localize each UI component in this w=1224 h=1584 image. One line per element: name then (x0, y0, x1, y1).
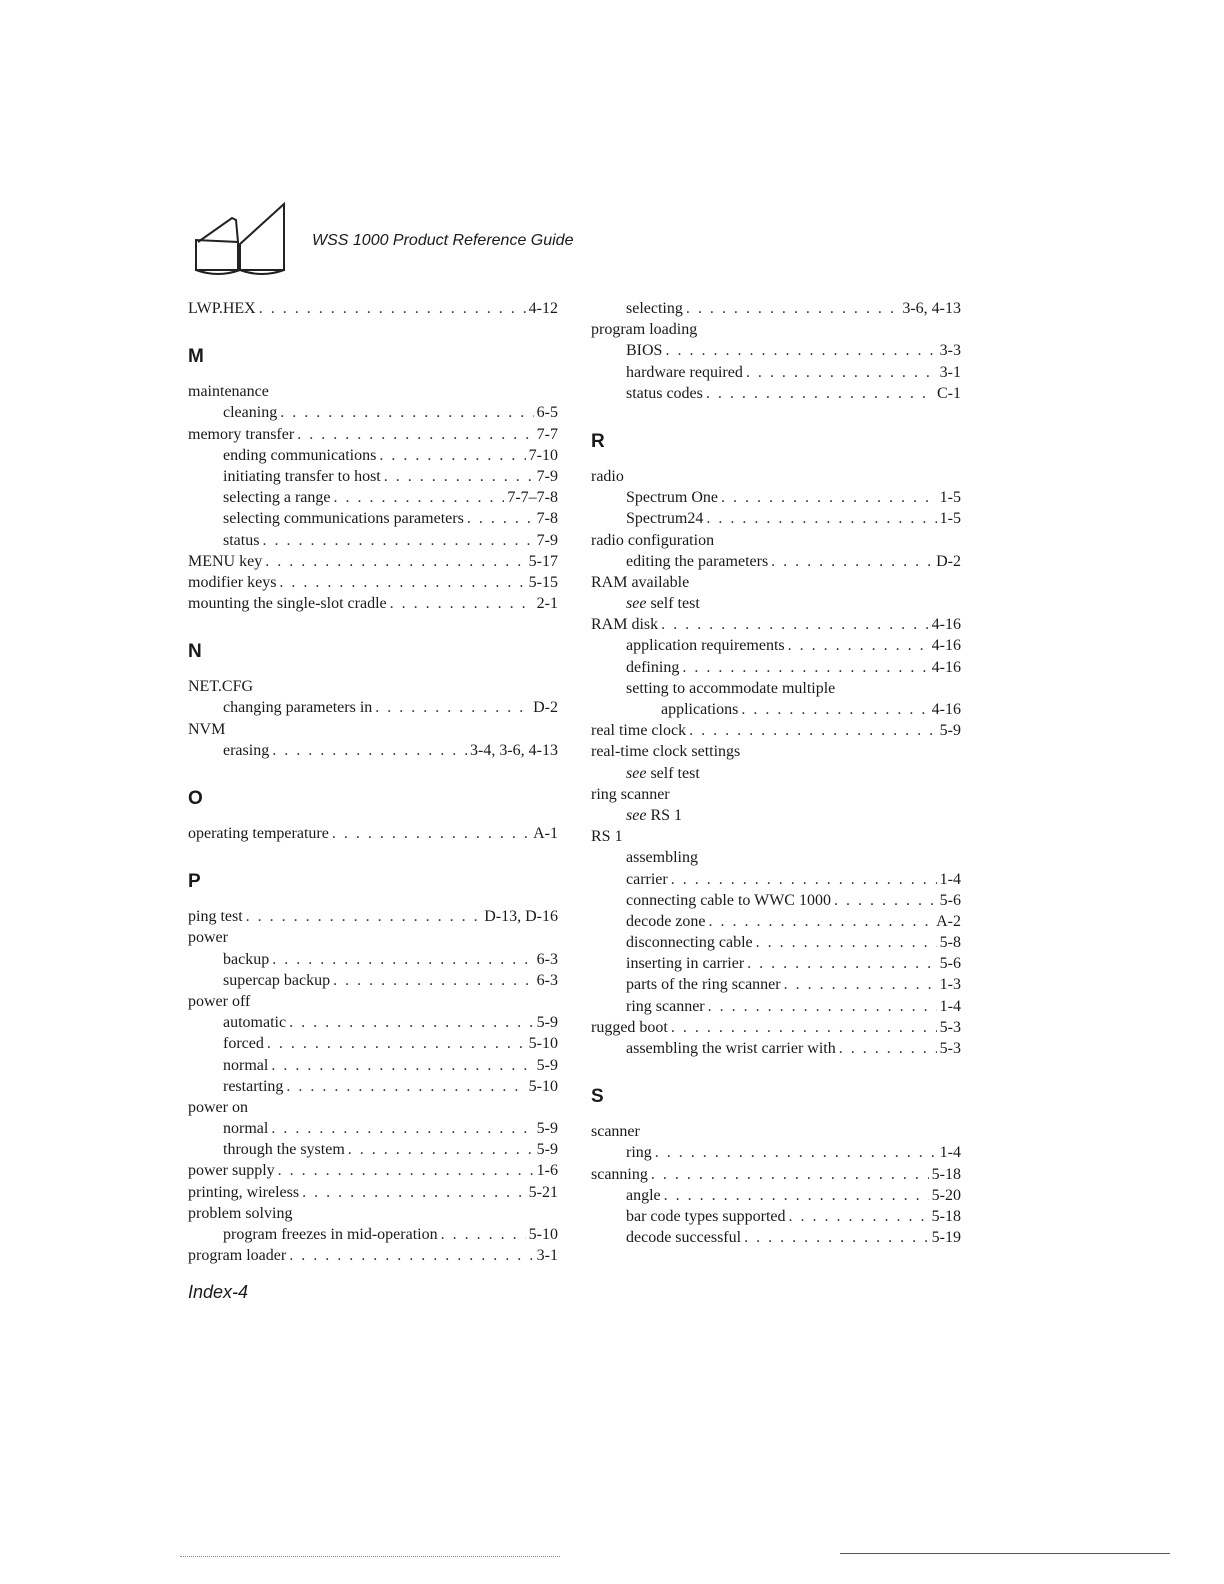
entry-page: 1-6 (536, 1162, 558, 1180)
index-entry (188, 1012, 558, 1033)
entry-page: D-13, D-16 (484, 908, 558, 926)
leader-dots (665, 340, 936, 361)
index-heading: power off (188, 992, 251, 1010)
leader-dots (279, 572, 525, 593)
index-heading: ring scanner (591, 785, 670, 803)
index-entry (188, 1033, 558, 1054)
index-entry (591, 953, 961, 974)
index-entry (188, 424, 558, 445)
entry-page: 5-3 (939, 1040, 961, 1057)
entry-page: 6-3 (536, 950, 558, 968)
entry-text: cleaning (223, 404, 278, 422)
entry-text: applications (661, 701, 739, 718)
open-book-icon (192, 200, 292, 276)
entry-page: 1-4 (939, 1144, 961, 1162)
entry-text: scanning (591, 1165, 648, 1183)
index-entry (188, 1139, 558, 1160)
entry-page: 1-3 (939, 976, 961, 994)
index-heading: problem solving (188, 1204, 293, 1222)
section-letter: O (188, 788, 203, 809)
leader-dots (271, 1055, 533, 1076)
entry-page: 5-10 (528, 1077, 558, 1095)
index-entry (188, 1182, 558, 1203)
entry-text: defining (626, 658, 680, 676)
leader-dots (741, 699, 928, 720)
index-entry (591, 1185, 961, 1206)
index-entry (591, 932, 961, 953)
index-entry (188, 593, 558, 614)
section-letter: M (188, 346, 204, 368)
entry-text: automatic (223, 1014, 287, 1032)
leader-dots (744, 1227, 929, 1248)
leader-dots (267, 1033, 526, 1054)
leader-dots (289, 1012, 534, 1033)
page-number: Index-4 (188, 1282, 249, 1302)
index-heading: program loading (591, 321, 698, 339)
entry-page: 3-6, 4-13 (902, 300, 961, 317)
index-entry (188, 1118, 558, 1139)
entry-text: Spectrum24 (626, 510, 704, 528)
index-entry (188, 530, 558, 551)
entry-page: 5-10 (528, 1226, 558, 1243)
entry-text: restarting (223, 1077, 284, 1095)
index-column-left (188, 298, 558, 1266)
index-entry (591, 1206, 961, 1227)
leader-dots (706, 383, 934, 404)
index-entry (591, 869, 961, 890)
see-label: see (626, 595, 647, 613)
entry-text: operating temperature (188, 825, 329, 842)
leader-dots (756, 932, 937, 953)
entry-page: 5-9 (536, 1141, 558, 1159)
entry-text: selecting (626, 300, 683, 317)
entry-page: 5-17 (528, 552, 558, 570)
entry-text: normal (223, 1120, 269, 1138)
index-entry (188, 823, 558, 844)
see-reference (591, 763, 961, 784)
index-entry (188, 970, 558, 991)
entry-text: disconnecting cable (626, 934, 753, 952)
entry-page: 4-16 (931, 658, 961, 676)
scan-artifact-line (840, 1553, 1170, 1554)
index-entry (591, 699, 961, 720)
leader-dots (348, 1139, 534, 1160)
leader-dots (834, 890, 937, 911)
entry-text: decode successful (626, 1229, 742, 1247)
index-entry (591, 383, 961, 404)
leader-dots (839, 1038, 937, 1059)
leader-dots (686, 298, 899, 319)
leader-dots (709, 911, 934, 932)
index-entry (188, 949, 558, 970)
leader-dots (784, 974, 937, 995)
index-heading: scanner (591, 1123, 640, 1141)
section-letter: P (188, 871, 201, 893)
index-heading: NVM (188, 720, 226, 738)
index-heading: real-time clock settings (591, 743, 741, 761)
entry-page: 7-10 (528, 446, 558, 464)
entry-text: bar code types supported (626, 1207, 786, 1225)
entry-text: backup (223, 950, 270, 968)
entry-text: modifier keys (188, 573, 277, 591)
entry-page: 4-16 (931, 701, 961, 718)
leader-dots (655, 1142, 937, 1163)
entry-text: selecting communications parameters (223, 510, 464, 528)
index-entry (188, 906, 558, 927)
leader-dots (771, 551, 933, 572)
index-heading: RAM available (591, 573, 690, 591)
see-target: self test (646, 764, 700, 782)
leader-dots (265, 551, 525, 572)
leader-dots (334, 487, 505, 508)
leader-dots (788, 635, 929, 656)
entry-text: ping test (188, 908, 243, 926)
entry-page: 5-21 (528, 1183, 558, 1201)
scan-artifact-line (180, 1556, 560, 1558)
entry-text: supercap backup (223, 971, 331, 989)
see-label: see (626, 806, 647, 824)
entry-text: inserting in carrier (626, 955, 745, 973)
entry-text: rugged boot (591, 1018, 668, 1036)
leader-dots (286, 1076, 525, 1097)
index-entry (188, 1245, 558, 1266)
index-entry (188, 1055, 558, 1076)
entry-page: D-2 (533, 699, 558, 717)
see-label: see (626, 764, 647, 782)
entry-text: program freezes in mid-operation (223, 1226, 438, 1243)
index-entry (591, 1227, 961, 1248)
index-entry (188, 445, 558, 466)
entry-page: 5-9 (939, 722, 961, 740)
entry-text: ring scanner (626, 997, 705, 1015)
index-heading: radio (591, 467, 624, 485)
entry-page: 2-1 (536, 595, 558, 613)
section-letter: N (188, 641, 202, 663)
leader-dots (789, 1206, 929, 1227)
entry-text: memory transfer (188, 425, 295, 443)
leader-dots (272, 949, 533, 970)
index-entry (591, 1038, 961, 1059)
index-entry (591, 298, 961, 319)
leader-dots (333, 970, 534, 991)
entry-text: printing, wireless (188, 1183, 300, 1201)
entry-text: normal (223, 1056, 269, 1074)
entry-text: LWP.HEX (188, 300, 256, 317)
index-heading: setting to accommodate multiple (626, 679, 836, 697)
leader-dots (708, 996, 937, 1017)
index-entry (591, 635, 961, 656)
entry-text: editing the parameters (626, 552, 769, 570)
index-entry (591, 551, 961, 572)
index-entry (188, 298, 558, 319)
entry-text: selecting a range (223, 489, 331, 507)
section-letter: S (591, 1086, 604, 1108)
section-letter: R (591, 430, 605, 452)
entry-page: 5-6 (939, 955, 961, 973)
page-title: WSS 1000 Product Reference Guide (312, 232, 574, 249)
index-entry (591, 614, 961, 635)
entry-page: 5-9 (536, 1120, 558, 1138)
entry-text: Spectrum One (626, 489, 718, 507)
index-entry (591, 911, 961, 932)
index-heading: radio configuration (591, 531, 715, 549)
index-entry (188, 402, 558, 423)
entry-text: hardware required (626, 363, 743, 381)
entry-text: angle (626, 1186, 661, 1204)
see-target: self test (646, 595, 700, 613)
entry-page: 4-16 (931, 616, 961, 634)
index-entry (188, 572, 558, 593)
entry-text: application requirements (626, 637, 785, 655)
index-entry (188, 466, 558, 487)
entry-page: 7-9 (536, 467, 558, 485)
leader-dots (379, 445, 525, 466)
index-heading: assembling (626, 849, 698, 867)
index-entry (591, 362, 961, 383)
entry-page: 4-16 (931, 637, 961, 655)
leader-dots (671, 869, 937, 890)
entry-text: power supply (188, 1162, 275, 1180)
entry-text: RAM disk (591, 616, 659, 634)
entry-text: real time clock (591, 722, 687, 740)
entry-text: through the system (223, 1141, 345, 1159)
index-entry (188, 1160, 558, 1181)
leader-dots (384, 466, 534, 487)
leader-dots (441, 1224, 526, 1245)
index-entry (591, 1017, 961, 1038)
index-heading: power on (188, 1098, 248, 1116)
entry-page: 6-3 (536, 971, 558, 989)
entry-page: 3-1 (536, 1247, 558, 1265)
index-heading: maintenance (188, 383, 269, 401)
index-entry (188, 1076, 558, 1097)
leader-dots (297, 424, 533, 445)
index-entry (591, 996, 961, 1017)
entry-text: ring (626, 1144, 652, 1162)
see-target: RS 1 (646, 806, 683, 824)
entry-text: changing parameters in (223, 699, 373, 717)
entry-page: D-2 (936, 552, 961, 570)
entry-page: 5-9 (536, 1014, 558, 1032)
leader-dots (689, 720, 937, 741)
entry-text: mounting the single-slot cradle (188, 595, 387, 613)
leader-dots (682, 657, 928, 678)
entry-page: 3-3 (939, 342, 961, 360)
leader-dots (721, 487, 937, 508)
index-entry (591, 657, 961, 678)
leader-dots (302, 1182, 526, 1203)
entry-page: 5-10 (528, 1035, 558, 1053)
entry-text: connecting cable to WWC 1000 (626, 891, 831, 909)
index-heading: NET.CFG (188, 678, 254, 696)
entry-page: 5-20 (931, 1186, 961, 1204)
entry-page: 3-1 (939, 363, 961, 381)
index-entry (591, 974, 961, 995)
entry-text: initiating transfer to host (223, 467, 381, 485)
entry-page: 7-7 (536, 425, 558, 443)
entry-page: 7-9 (536, 531, 558, 549)
index-entry (591, 340, 961, 361)
entry-page: 4-12 (528, 300, 558, 317)
index-entry (591, 1164, 961, 1185)
entry-text: carrier (626, 870, 668, 888)
see-reference (591, 805, 961, 826)
entry-page: C-1 (937, 384, 961, 402)
leader-dots (747, 953, 937, 974)
leader-dots (661, 614, 929, 635)
entry-page: 5-3 (939, 1018, 961, 1036)
index-heading: RS 1 (591, 828, 623, 846)
entry-text: status (223, 531, 260, 549)
index-heading: power (188, 929, 228, 947)
entry-text: parts of the ring scanner (626, 976, 781, 994)
entry-text: BIOS (626, 342, 663, 360)
entry-page: 5-8 (939, 934, 961, 952)
entry-text: erasing (223, 741, 270, 759)
entry-text: ending communications (223, 446, 377, 464)
entry-text: status codes (626, 384, 703, 402)
leader-dots (467, 508, 534, 529)
index-column-right (591, 298, 961, 1248)
leader-dots (651, 1164, 929, 1185)
entry-text: assembling the wrist carrier with (626, 1040, 836, 1057)
page-header (192, 200, 792, 280)
leader-dots (246, 906, 482, 927)
index-entry (591, 890, 961, 911)
leader-dots (332, 823, 530, 844)
index-entry (188, 1224, 558, 1245)
leader-dots (289, 1245, 533, 1266)
entry-text: decode zone (626, 912, 706, 930)
entry-text: forced (223, 1035, 264, 1053)
leader-dots (746, 362, 937, 383)
leader-dots (390, 593, 534, 614)
index-entry (188, 551, 558, 572)
leader-dots (259, 298, 526, 319)
entry-page: 5-18 (931, 1207, 961, 1225)
entry-text: MENU key (188, 552, 263, 570)
entry-page: 3-4, 3-6, 4-13 (470, 741, 558, 759)
leader-dots (280, 402, 533, 423)
see-reference (591, 593, 961, 614)
entry-page: 1-5 (939, 510, 961, 528)
leader-dots (272, 740, 467, 761)
index-entry (188, 697, 558, 718)
entry-page: 6-5 (536, 404, 558, 422)
leader-dots (278, 1160, 534, 1181)
entry-page: 5-9 (536, 1056, 558, 1074)
leader-dots (706, 508, 936, 529)
index-entry (188, 508, 558, 529)
entry-page: A-1 (533, 825, 558, 842)
leader-dots (671, 1017, 937, 1038)
entry-page: 5-6 (939, 891, 961, 909)
index-entry (591, 508, 961, 529)
leader-dots (664, 1185, 929, 1206)
entry-page: 5-18 (931, 1165, 961, 1183)
entry-page: 7-7–7-8 (507, 489, 558, 507)
index-entry (591, 1142, 961, 1163)
leader-dots (375, 697, 530, 718)
entry-page: 1-4 (939, 997, 961, 1015)
index-entry (591, 720, 961, 741)
entry-text: program loader (188, 1247, 287, 1265)
entry-page: 5-19 (931, 1229, 961, 1247)
entry-page: 1-4 (939, 870, 961, 888)
index-entry (591, 487, 961, 508)
entry-page: A-2 (936, 912, 961, 930)
index-entry (188, 740, 558, 761)
index-entry (188, 487, 558, 508)
entry-page: 5-15 (528, 573, 558, 591)
leader-dots (271, 1118, 533, 1139)
entry-page: 7-8 (536, 510, 558, 528)
leader-dots (262, 530, 533, 551)
entry-page: 1-5 (939, 489, 961, 507)
